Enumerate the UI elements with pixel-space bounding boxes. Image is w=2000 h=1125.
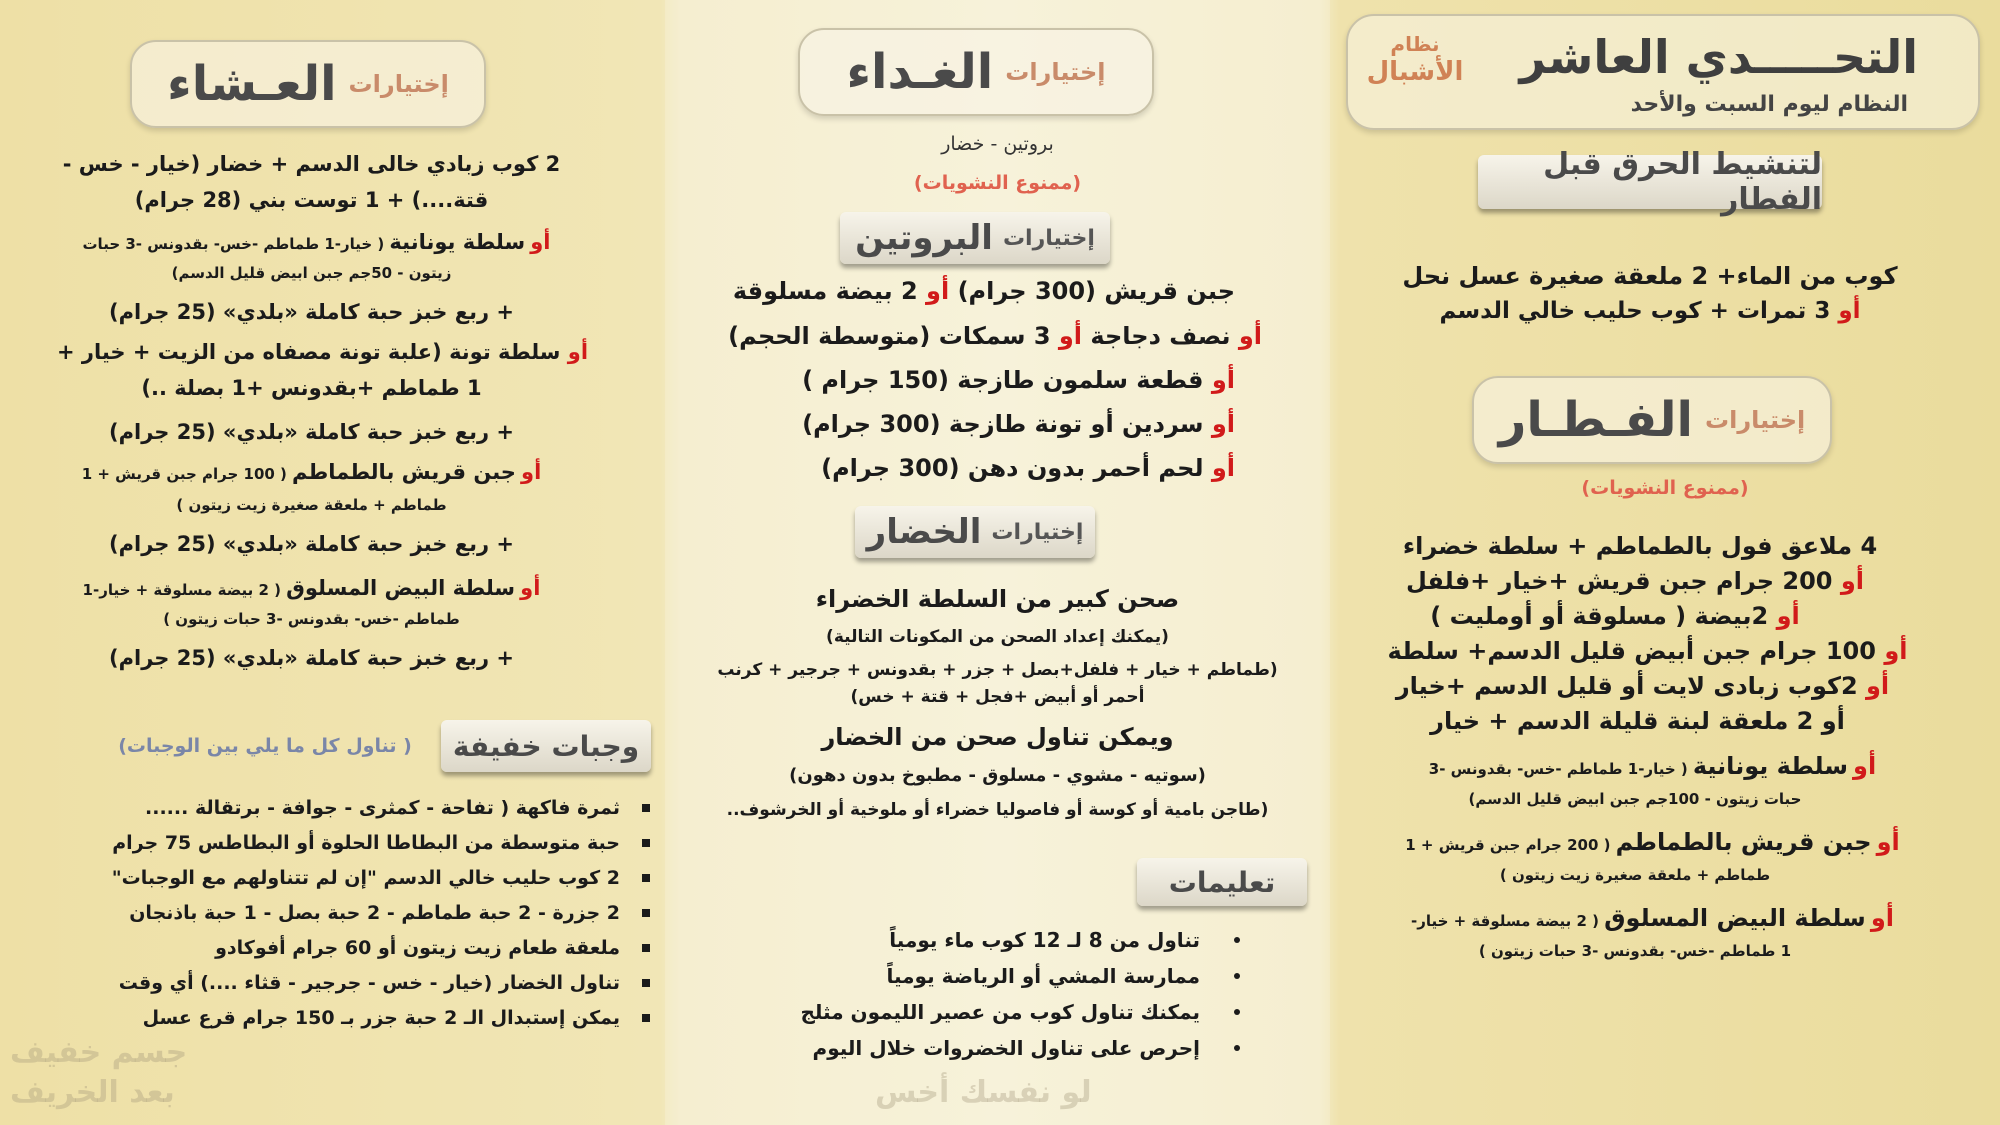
dinner-line-6: 1 طماطم +بقدونس +1 بصلة ..) <box>141 376 482 400</box>
tips-title: تعليمات <box>1168 865 1276 899</box>
watermark-lunch: لو نفسك أخس <box>875 1075 1092 1110</box>
snacks-title-tag <box>441 720 651 772</box>
watermark-left-2: بعد الخريف <box>10 1075 175 1110</box>
protein-line-3: أو سردين أو تونة طازجة (300 جرام) <box>802 410 1235 438</box>
dinner-line-5: أو سلطة تونة (علبة تونة مصفاه من الزيت + خيار + <box>56 340 589 364</box>
breakfast-line-7: حبات زيتون - 100جم جبن ابيض قليل الدسم) <box>1468 790 1802 808</box>
breakfast-line-9: طماطم + ملعقة صغيرة زيت زيتون ) <box>1499 866 1771 884</box>
protein-line-1: أو نصف دجاجة أو 3 سمكات (متوسطة الحجم) <box>728 322 1262 350</box>
watermark-left-1: جسم خفيف <box>10 1035 188 1070</box>
lunch-header <box>798 28 1154 116</box>
badge-line-2: الأشبال <box>1366 57 1464 87</box>
list-item: ملعقة طعام زيت زيتون أو 60 جرام أفوكادو <box>20 930 650 965</box>
dinner-line-7: + ربع خبز حبة كاملة «بلدي» (25 جرام) <box>109 420 514 444</box>
challenge-badge <box>1360 30 1470 86</box>
dinner-line-2: أو سلطة يونانية ( خيار-1 طماطم -خس- بقدونس -3 حبات <box>82 230 551 254</box>
tips-list <box>800 922 1240 1066</box>
veg-line-5: (سوتيه - مشوي - مسلوق - مطبوخ بدون دهون) <box>789 765 1206 786</box>
challenge-subtitle: النظام ليوم السبت والأحد <box>1630 92 1908 117</box>
protein-tag <box>840 212 1110 264</box>
lunch-sub1: بروتين - خضار <box>941 133 1054 155</box>
dinner-line-4: + ربع خبز حبة كاملة «بلدي» (25 جرام) <box>109 300 514 324</box>
snacks-note: ( تناول كل ما يلي بين الوجبات) <box>118 735 412 757</box>
snacks-title: وجبات خفيفة <box>452 729 640 763</box>
dinner-line-13: + ربع خبز حبة كاملة «بلدي» (25 جرام) <box>109 646 514 670</box>
breakfast-line-0: 4 ملاعق فول بالطماطم + سلطة خضراء <box>1402 532 1878 560</box>
veg-line-1: (يمكنك إعداد الصحن من المكونات التالية) <box>826 627 1169 647</box>
dinner-line-0: 2 كوب زبادي خالى الدسم + خضار (خيار - خس - <box>62 152 561 176</box>
breakfast-line-5: أو 2 ملعقة لبنة قليلة الدسم + خيار <box>1430 707 1845 735</box>
breakfast-header-title: الفـطـار <box>1498 392 1693 448</box>
list-item: 2 جزرة - 2 حبة طماطم - 2 حبة بصل - 1 حبة باذنجان <box>20 895 650 930</box>
burn-line-1: كوب من الماء+ 2 ملعقة صغيرة عسل نحل <box>1402 262 1898 290</box>
breakfast-line-3: أو 100 جرام جبن أبيض قليل الدسم+ سلطة <box>1387 637 1908 665</box>
dinner-panel <box>0 0 665 1125</box>
veg-tag-title: الخضار <box>866 512 982 552</box>
badge-line-1: نظام <box>1390 32 1440 56</box>
veg-line-6: (طاجن بامية أو كوسة أو فاصوليا خضراء أو ملوخية أو الخرشوف.. <box>726 800 1269 820</box>
dinner-line-8: أو جبن قريش بالطماطم ( 100 جرام جبن قريش + 1 <box>81 460 542 484</box>
breakfast-line-6: أو سلطة يونانية ( خيار-1 طماطم -خس- بقدونس -3 <box>1428 752 1877 780</box>
list-item: حبة متوسطة من البطاطا الحلوة أو البطاطس 75 جرام <box>20 825 650 860</box>
list-item: ممارسة المشي أو الرياضة يومياً <box>800 958 1240 994</box>
challenge-title: التحـــــدي العاشر <box>1519 30 1918 84</box>
breakfast-line-10: أو سلطة البيض المسلوق ( 2 بيضة مسلوقة + خيار- <box>1410 904 1895 932</box>
breakfast-header-small: إختيارات <box>1704 406 1806 434</box>
dinner-line-12: طماطم -خس- بقدونس -3 حبات زيتون ) <box>163 610 460 628</box>
list-item: إحرص على تناول الخضروات خلال اليوم <box>800 1030 1240 1066</box>
lunch-sub2: (ممنوع النشويات) <box>913 172 1082 194</box>
protein-line-4: أو لحم أحمر بدون دهن (300 جرام) <box>821 454 1235 482</box>
veg-line-2: (طماطم + خيار + فلفل+بصل + جزر + بقدونس + جرجير + كرنب <box>717 660 1278 680</box>
veg-line-3: أحمر أو أبيض +فجل + قتة + خس) <box>850 687 1145 707</box>
breakfast-line-1: أو 200 جرام جبن قريش +خيار +فلفل <box>1405 567 1865 595</box>
burn-line-2: أو 3 تمرات + كوب حليب خالي الدسم <box>1439 298 1861 324</box>
list-item: ثمرة فاكهة ( تفاحة - كمثرى - جوافة - برتقالة ...... <box>20 790 650 825</box>
veg-tag-small: إختيارات <box>991 519 1084 545</box>
lunch-panel <box>665 0 1330 1125</box>
breakfast-note: (ممنوع النشويات) <box>1581 477 1749 499</box>
breakfast-line-8: أو جبن قريش بالطماطم ( 200 جرام جبن قريش + 1 <box>1405 828 1900 856</box>
dinner-line-11: أو سلطة البيض المسلوق ( 2 بيضة مسلوقة + خيار-1 <box>82 576 541 600</box>
breakfast-header <box>1472 376 1832 464</box>
challenge-panel <box>1330 0 2000 1125</box>
burn-tag <box>1478 147 1822 217</box>
protein-tag-title: البروتين <box>855 218 993 258</box>
dinner-line-3: زيتون - 50جم جبن ابيض قليل الدسم) <box>171 264 452 282</box>
protein-line-0: جبن قريش (300 جرام) أو 2 بيضة مسلوقة <box>732 277 1235 305</box>
list-item: تناول من 8 لـ 12 كوب ماء يومياً <box>800 922 1240 958</box>
challenge-header <box>1346 14 1980 130</box>
dinner-header-small: إختيارات <box>348 70 449 98</box>
list-item: يمكن إستبدال الـ 2 حبة جزر بـ 150 جرام قرع عسل <box>20 1000 650 1035</box>
dinner-line-10: + ربع خبز حبة كاملة «بلدي» (25 جرام) <box>109 532 514 556</box>
lunch-header-small: إختيارات <box>1005 58 1106 86</box>
list-item: تناول الخضار (خيار - خس - جرجير - قثاء ....) أي وقت <box>20 965 650 1000</box>
breakfast-line-4: أو 2كوب زبادى لايت أو قليل الدسم +خيار <box>1395 672 1890 700</box>
list-item: يمكنك تناول كوب من عصير الليمون مثلج <box>800 994 1240 1030</box>
veg-line-0: صحن كبير من السلطة الخضراء <box>815 585 1180 613</box>
burn-title: لتنشيط الحرق قبل الفطار <box>1543 147 1822 217</box>
breakfast-line-2: أو 2بيضة ( مسلوقة أو أومليت ) <box>1430 602 1800 630</box>
dinner-header <box>130 40 486 128</box>
tips-tag <box>1137 858 1307 906</box>
protein-line-2: أو قطعة سلمون طازجة (150 جرام ) <box>802 366 1235 394</box>
dinner-line-1: قتة....) + 1 توست بني (28 جرام) <box>134 188 489 212</box>
dinner-line-9: طماطم + ملعقة صغيرة زيت زيتون ) <box>176 496 447 514</box>
protein-tag-small: إختيارات <box>1002 225 1095 251</box>
lunch-header-title: الغـداء <box>846 44 994 100</box>
veg-line-4: ويمكن تناول صحن من الخضار <box>821 723 1174 751</box>
dinner-header-title: العـشاء <box>167 56 337 112</box>
list-item: 2 كوب حليب خالي الدسم "إن لم تتناولهم مع الوجبات" <box>20 860 650 895</box>
veg-tag <box>855 506 1095 558</box>
breakfast-line-11: 1 طماطم -خس- بقدونس -3 حبات زيتون ) <box>1478 942 1792 960</box>
snacks-list <box>20 790 650 1035</box>
